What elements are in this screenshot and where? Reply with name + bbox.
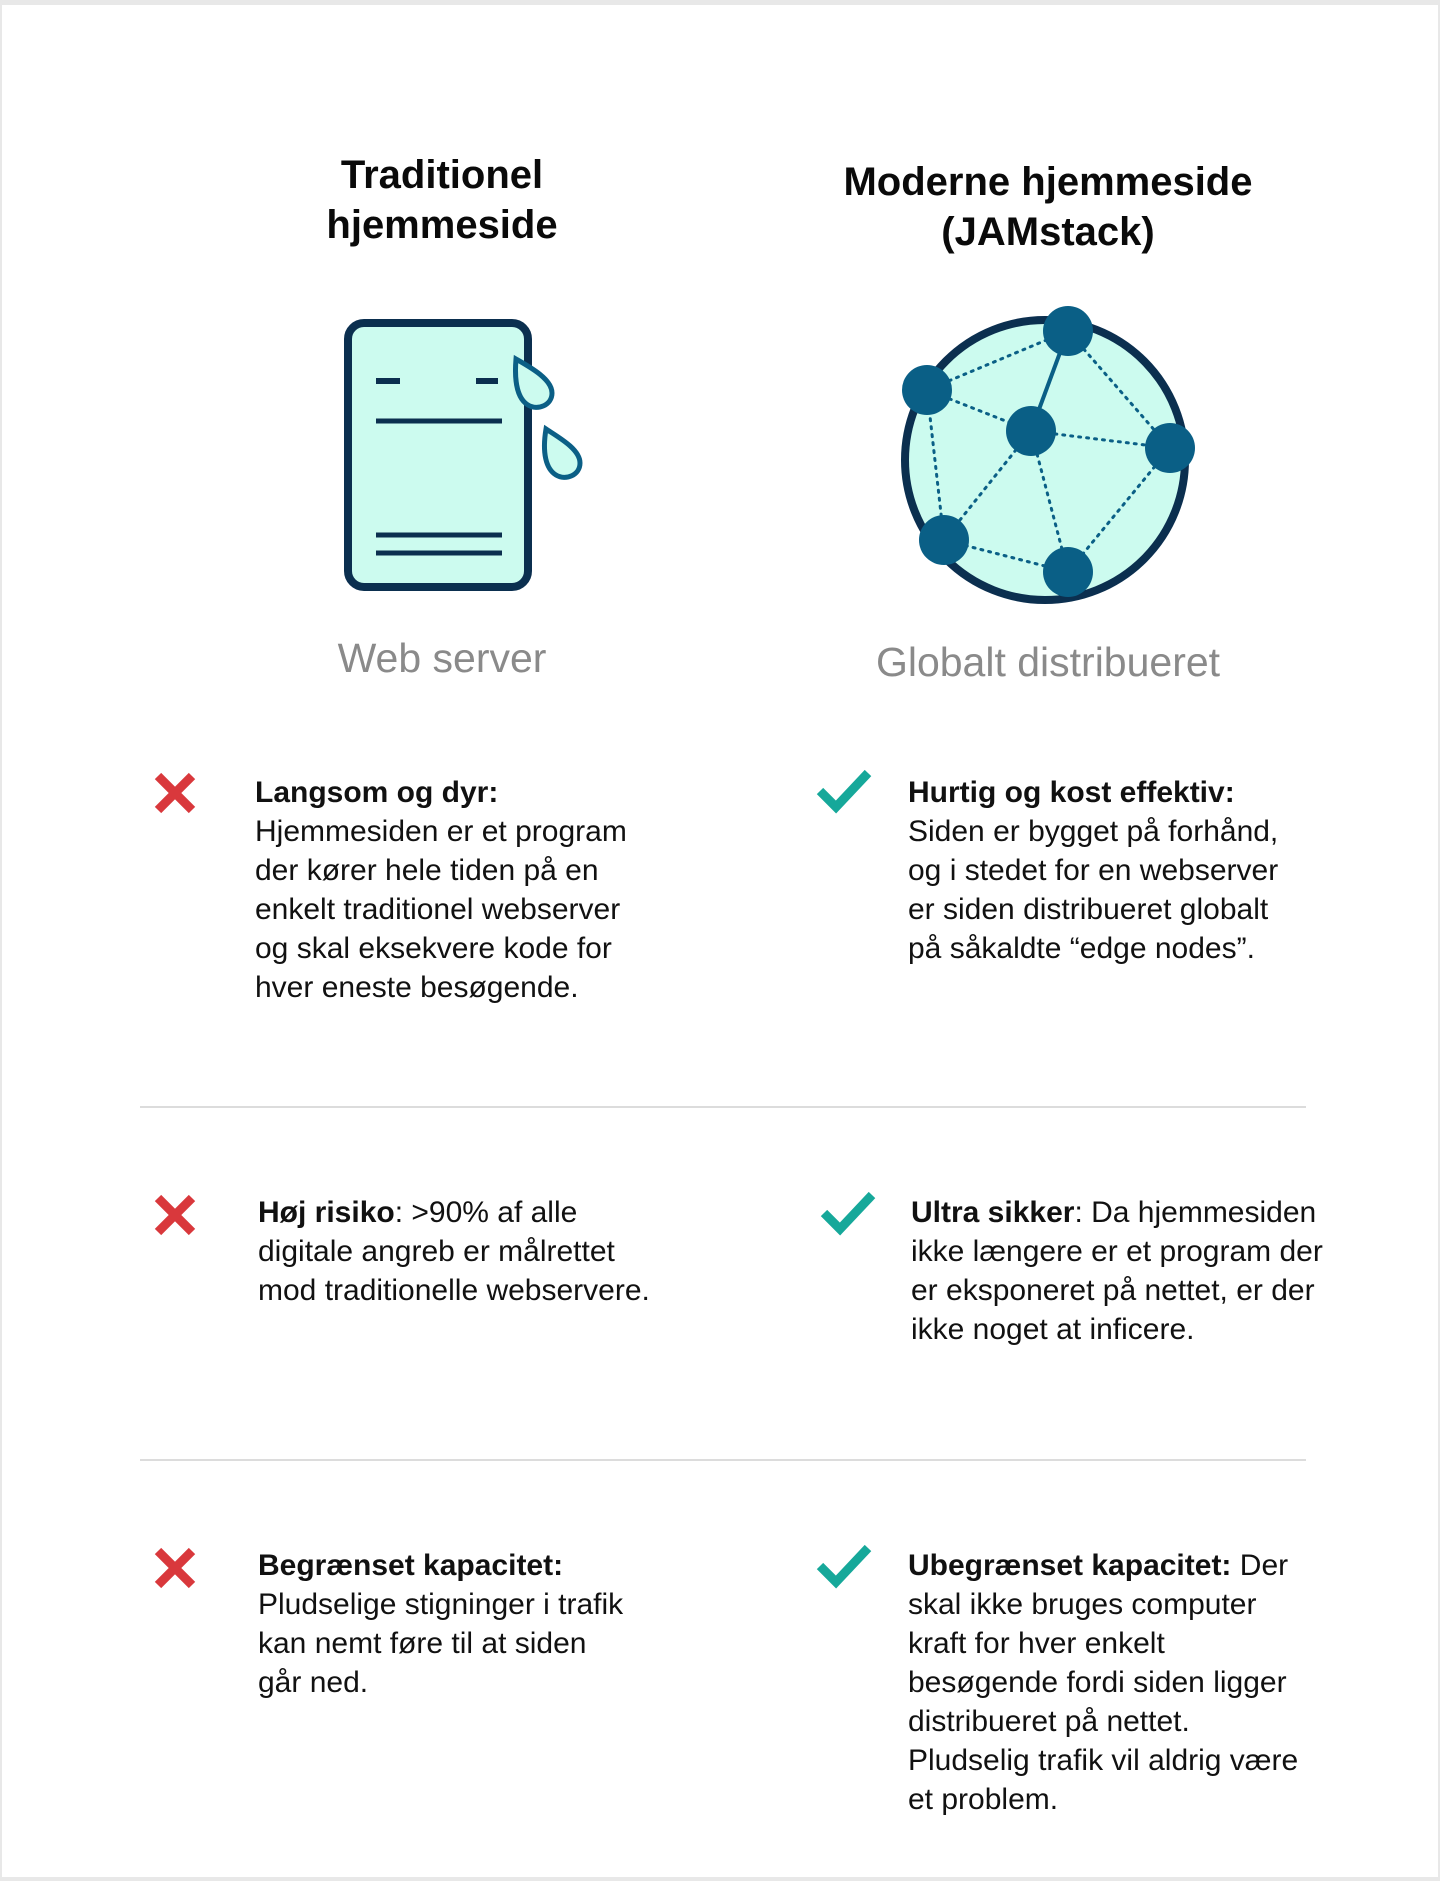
cross-icon <box>152 1192 198 1238</box>
network-node <box>1043 306 1093 356</box>
row-divider <box>140 1106 1306 1108</box>
network-node <box>1006 406 1056 456</box>
pro-item-2-text: : Da hjemmesiden ikke længere er et program der er eksponeret på nettet, er der ikke noget at inficere. <box>911 1196 1323 1346</box>
pro-item-3 <box>908 1546 1308 1819</box>
con-item-3 <box>258 1546 628 1702</box>
sweat-drop-icon <box>544 429 580 477</box>
con-item-1-text: Hjemmesiden er et program der kører hele tiden på en enkelt traditionel webserver og skal eksekvere kode for hver eneste besøgende. <box>255 815 627 1004</box>
pro-item-1 <box>908 773 1308 968</box>
sweat-drop-icon <box>516 359 553 407</box>
con-item-1 <box>255 773 635 1007</box>
left-column-title <box>242 150 642 250</box>
right-title-line1: Moderne hjemmeside <box>843 160 1253 204</box>
pro-item-2-heading: Ultra sikker <box>911 1196 1075 1229</box>
pro-item-2 <box>911 1193 1331 1349</box>
pro-item-1-heading: Hurtig og kost effektiv: <box>908 776 1235 809</box>
cross-icon <box>152 770 198 816</box>
cross-icon <box>152 1545 198 1591</box>
con-item-1-heading: Langsom og dyr: <box>255 776 499 809</box>
network-node <box>902 365 952 415</box>
pro-item-1-text: Siden er bygget på forhånd, og i stedet for en webserver er siden distribueret globalt på såkaldte “edge nodes”. <box>908 815 1279 965</box>
con-item-2-text: : >90% af alle digitale angreb er målrettet mod traditionelle webservere. <box>258 1196 650 1307</box>
right-title-line2: (JAMstack) <box>941 210 1155 254</box>
check-icon <box>815 765 873 815</box>
right-subtitle: Globalt distribueret <box>875 639 1221 685</box>
global-network-icon <box>882 295 1212 615</box>
network-node <box>1043 547 1093 597</box>
check-icon <box>815 1540 873 1590</box>
con-item-3-text: Pludselige stigninger i trafik kan nemt føre til at siden går ned. <box>258 1588 624 1699</box>
server-sweating-icon <box>338 313 598 603</box>
con-item-2 <box>258 1193 658 1310</box>
con-item-2-heading: Høj risiko <box>258 1196 395 1229</box>
con-item-3-heading: Begrænset kapacitet: <box>258 1549 564 1582</box>
comparison-card <box>2 5 1438 1877</box>
network-node <box>919 515 969 565</box>
right-column-title <box>798 157 1298 257</box>
pro-item-3-heading: Ubegrænset kapacitet: <box>908 1549 1232 1582</box>
row-divider <box>140 1459 1306 1461</box>
network-node <box>1145 423 1195 473</box>
left-title-line1: Traditionel <box>340 153 544 197</box>
left-subtitle: Web server <box>337 635 547 681</box>
left-title-line2: hjemmeside <box>326 203 558 247</box>
pro-item-3-text: Der skal ikke bruges computer kraft for hver enkelt besøgende fordi siden ligger distribueret på nettet. Pludselig trafik vil aldrig være et problem. <box>908 1549 1299 1816</box>
check-icon <box>819 1187 877 1237</box>
